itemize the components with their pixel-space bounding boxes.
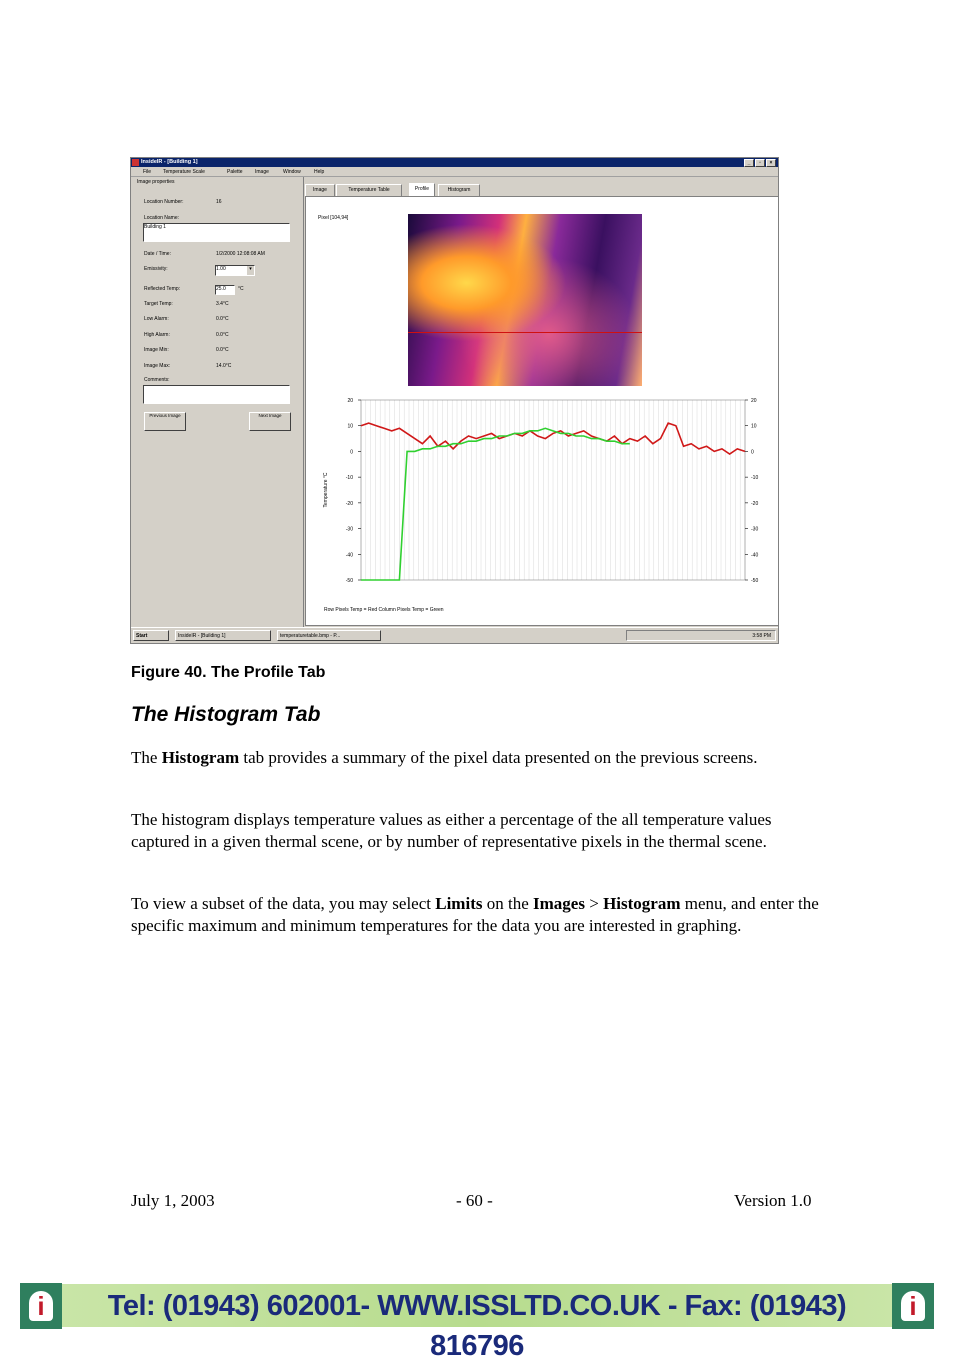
reflected-temp-label: Reflected Temp:	[144, 286, 181, 292]
target-temp-value: 3.4°C	[216, 301, 229, 307]
y-tick-label-right: 10	[751, 423, 757, 430]
profile-tab-screenshot	[130, 157, 779, 644]
image-max-value: 14.0°C	[216, 363, 232, 369]
y-tick-label-right: -50	[751, 578, 759, 584]
y-tick-label-right: -20	[751, 500, 759, 507]
y-tick-label: -40	[345, 552, 353, 559]
date-label: Date / Time:	[144, 251, 171, 257]
window-titlebar	[131, 158, 778, 167]
issltd-logo-icon-right: i	[892, 1283, 934, 1329]
paragraph-2: The histogram displays temperature values as either a percentage of the all temperature values captured in a given thermal scene, or by number of representative pixels in the thermal scene.	[131, 810, 772, 851]
previous-image-button[interactable]: Previous Image	[144, 412, 186, 431]
footer-date: July 1, 2003	[131, 1191, 215, 1210]
date-value: 1/2/2000 12:08:08 AM	[216, 251, 265, 257]
window-title: InsideIR - [Building 1]	[141, 159, 198, 165]
reflected-temp-unit: °C	[238, 286, 244, 292]
tab-histogram[interactable]: Histogram	[438, 184, 480, 196]
close-button[interactable]: ×	[766, 159, 776, 167]
image-min-value: 0.0°C	[216, 347, 229, 353]
thermal-image	[408, 214, 642, 386]
location-name-label: Location Name:	[144, 215, 180, 221]
emissivity-label: Emissivity:	[144, 266, 168, 272]
profile-row-line	[408, 332, 642, 333]
figure-caption: Figure 40. The Profile Tab	[131, 664, 326, 681]
tab-temperature-table[interactable]: Temperature Table	[336, 184, 402, 196]
y-tick-label: -30	[345, 526, 353, 533]
app-icon	[132, 159, 139, 166]
comments-label: Comments:	[144, 377, 170, 383]
contact-banner	[0, 1283, 954, 1362]
restore-button[interactable]: ▫	[755, 159, 765, 167]
menu-palette[interactable]: Palette	[227, 169, 243, 175]
menu-help[interactable]: Help	[314, 169, 325, 175]
y-tick-label: -10	[345, 475, 353, 482]
y-tick-label: -20	[345, 500, 353, 507]
profile-chart	[305, 390, 777, 590]
menu-bar	[131, 167, 778, 177]
image-min-label: Image Min:	[144, 347, 169, 353]
y-tick-label-right: 20	[751, 398, 757, 404]
y-tick-label-right: -40	[751, 552, 759, 559]
paragraph-3: To view a subset of the data, you may select Limits on the Images > Histogram menu, and enter the specific maximum and minimum temperatures for the data you are interested in graphing.	[131, 894, 819, 935]
tab-profile[interactable]: Profile	[409, 183, 435, 196]
image-properties-panel	[131, 177, 304, 627]
start-label: Start	[136, 633, 148, 639]
group-title: Image properties	[137, 179, 175, 185]
y-tick-label: -50	[345, 578, 353, 584]
system-tray	[626, 630, 776, 641]
paragraph-1: The Histogram tab provides a summary of the pixel data presented on the previous screens.	[131, 748, 758, 767]
y-tick-label: 20	[347, 398, 353, 404]
profile-legend: Row Pixels Temp = Red Column Pixels Temp = Green	[324, 607, 444, 613]
low-alarm-value: 0.0°C	[216, 316, 229, 322]
menu-file[interactable]: File	[143, 169, 152, 175]
issltd-logo-icon: i	[20, 1283, 62, 1329]
y-axis-label: Temperature °C	[323, 472, 329, 508]
pixel-label: Pixel [104,94]	[318, 215, 349, 221]
y-tick-label: 10	[347, 423, 353, 430]
y-tick-label: 0	[350, 449, 353, 456]
chevron-down-icon[interactable]: ▾	[247, 266, 254, 275]
location-name-field[interactable]: Building 1	[143, 223, 290, 242]
location-number-label: Location Number:	[144, 199, 184, 205]
banner-text: Tel: (01943) 602001- WWW.ISSLTD.CO.UK - Fax: (01943) 816796	[107, 1290, 847, 1362]
taskbar	[131, 627, 778, 644]
next-image-button[interactable]: Next Image	[249, 412, 291, 431]
footer-version: Version 1.0	[734, 1191, 812, 1210]
menu-window[interactable]: Window	[283, 169, 301, 175]
task-insideir[interactable]: InsideIR - [Building 1]	[175, 630, 271, 641]
menu-temperature-scale[interactable]: Temperature Scale	[163, 169, 205, 175]
clock: 3:58 PM	[752, 633, 771, 639]
footer-page-number: - 60 -	[456, 1191, 493, 1210]
high-alarm-label: High Alarm:	[144, 332, 170, 338]
reflected-temp-field[interactable]: 25.0	[215, 285, 235, 295]
low-alarm-label: Low Alarm:	[144, 316, 169, 322]
tab-image[interactable]: Image	[305, 184, 335, 196]
y-tick-label-right: 0	[751, 449, 754, 456]
high-alarm-value: 0.0°C	[216, 332, 229, 338]
task-temperaturetable[interactable]: temperaturetable.bmp - P...	[277, 630, 381, 641]
y-tick-label-right: -30	[751, 526, 759, 533]
target-temp-label: Target Temp:	[144, 301, 173, 307]
menu-image[interactable]: Image	[255, 169, 269, 175]
section-heading: The Histogram Tab	[131, 703, 321, 726]
minimize-button[interactable]: _	[744, 159, 754, 167]
y-tick-label-right: -10	[751, 475, 759, 482]
emissivity-select[interactable]: 1.00 ▾	[215, 265, 255, 276]
image-max-label: Image Max:	[144, 363, 171, 369]
comments-field[interactable]	[143, 385, 290, 404]
start-button[interactable]	[133, 630, 169, 641]
location-number-value: 16	[216, 199, 222, 205]
